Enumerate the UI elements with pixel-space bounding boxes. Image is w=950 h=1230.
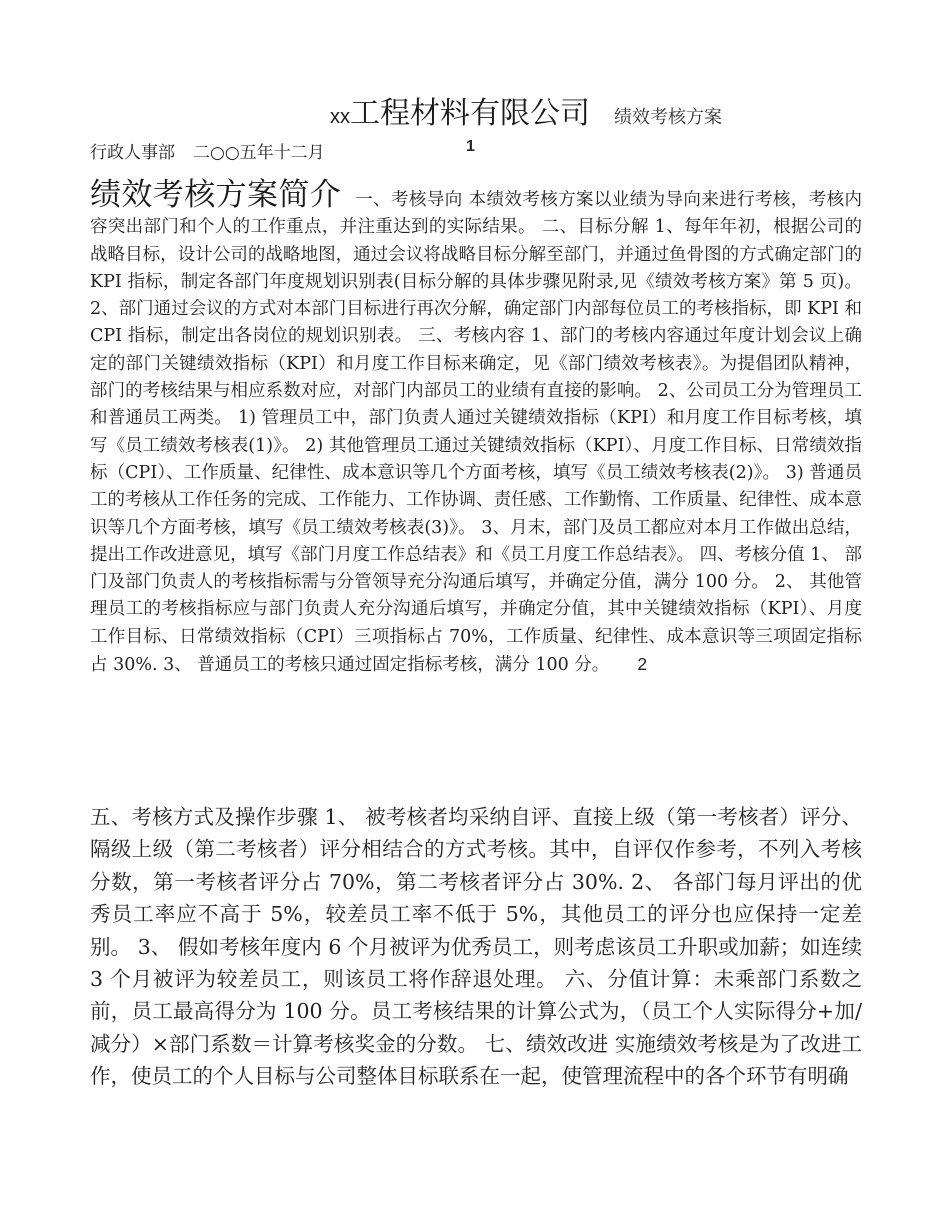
section-body: 一、考核导向 本绩效考核方案以业绩为导向来进行考核，考核内容突出部门和个人的工作重点，并注重达到的实际结果。 二、目标分解 1、每年年初，根据公司的战略目标，设计公司的战略地图，通过会议将战略目标分解至部门，并通过鱼骨图的方式确定部门的 KPI 指标，制定各部门年度规划识别表(目标分解的具体步骤见附录,见《绩效考核方案》第 5 页)。 2、部门通过会议的方式对本部门目标进行再次分解，确定部门内部每位员工的考核指标，即 KPI 和 CPI 指标，制定出各岗位的规划识别表。 三、考核内容 1、部门的考核内容通过年度计划会议上确定的部门关键绩效指标（KPI）和月度工作目标来确定，见《部门绩效考核表》。为提倡团队精神，部门的考核结果与相应系数对应，对部门内部员工的业绩有直接的影响。 2、公司员工分为管理员工和普通员工两类。 1) 管理员工中，部门负责人通过关键绩效指标（KPI）和月度工作目标考核，填写《员工绩效考核表(1)》。 2) 其他管理员工通过关键绩效指标（KPI）、月度工作目标、日常绩效指标（CPI）、工作质量、纪律性、成本意识等几个方面考核，填写《员工绩效考核表(2)》。 3) 普通员工的考核从工作任务的完成、工作能力、工作协调、责任感、工作勤惰、工作质量、纪律性、成本意识等几个方面考核，填写《员工绩效考核表(3)》。 3、月末，部门及员工都应对本月工作做出总结，提出工作改进意见，填写《部门月度工作总结表》和《员工月度工作总结表》。 四、考核分值 1、 部门及部门负责人的考核指标需与分管领导充分沟通后填写，并确定分值，满分 100 分。 2、 其他管理员工的考核指标应与部门负责人充分沟通后填写，并确定分值，其中关键绩效指标（KPI）、月度工作目标、日常绩效指标（CPI）三项指标占 70%，工作质量、纪律性、成本意识等三项固定指标占 30%. 3、 普通员工的考核只通过固定指标考核，满分 100 分。 bbox=[90, 190, 863, 676]
section-body: 五、考核方式及操作步骤 1、 被考核者均采纳自评、直接上级（第一考核者）评分、隔级上级（第二考核者）评分相结合的方式考核。其中，自评仅作参考，不列入考核分数，第一考核者评分占 70%，第二考核者评分占 30%. 2、 各部门每月评出的优秀员工率应不高于 5%，较差员工率不低于 5%，其他员工的评分也应保持一定差别。 3、 假如考核年度内 6 个月被评为优秀员工，则考虑该员工升职或加薪；如连续 3 个月被评为较差员工，则该员工将作辞退处理。 六、分值计算：未乘部门系数之前，员工最高得分为 100 分。员工考核结果的计算公式为，（员工个人实际得分+加/减分）×部门系数＝计算考核奖金的分数。 七、绩效改进 实施绩效考核是为了改进工作，使员工的个人目标与公司整体目标联系在一起，使管理流程中的各个环节有明确 bbox=[90, 805, 862, 1089]
document-subtitle: 绩效考核方案 bbox=[614, 107, 722, 128]
company-name-text: 工程材料有限公司 bbox=[350, 96, 590, 131]
document-title-row bbox=[330, 88, 722, 132]
section-assessment-method bbox=[90, 801, 862, 1093]
date-label: 二○○五年十二月 bbox=[193, 143, 325, 163]
document-meta bbox=[90, 138, 475, 163]
page-number: 1 bbox=[466, 138, 475, 155]
company-name bbox=[330, 96, 590, 131]
page-number: 2 bbox=[637, 654, 648, 675]
section-heading: 绩效考核方案简介 bbox=[90, 177, 342, 213]
section-intro bbox=[90, 177, 863, 679]
department-label: 行政人事部 bbox=[90, 143, 175, 163]
company-prefix: xx bbox=[330, 106, 350, 128]
